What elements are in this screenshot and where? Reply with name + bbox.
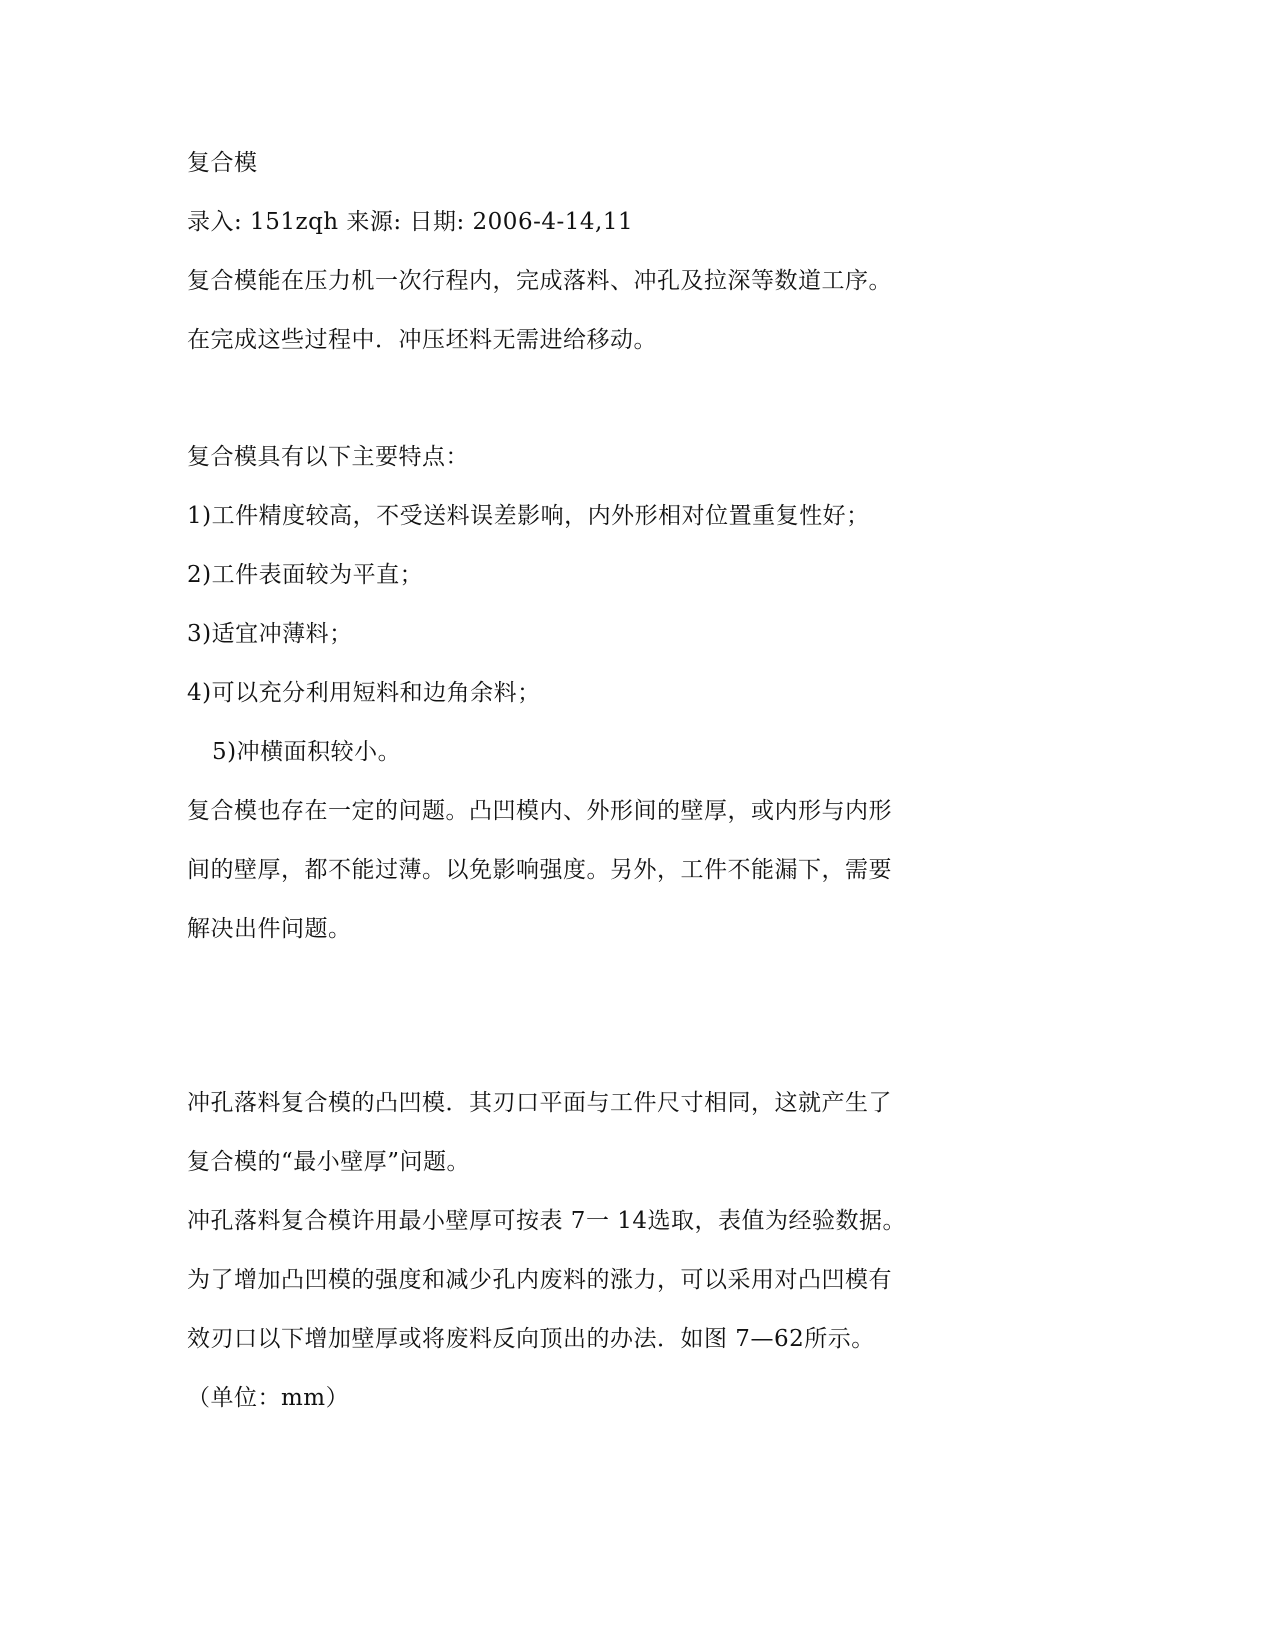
wall-thickness-line-2: 复合模的“最小壁厚”问题。 bbox=[187, 1149, 471, 1175]
feature-item-1: 1)工件精度较高，不受送料误差影响，内外形相对位置重复性好； bbox=[187, 503, 870, 529]
feature-item-5: 5)冲横面积较小。 bbox=[212, 739, 402, 765]
document-title: 复合模 bbox=[187, 150, 258, 176]
wall-thickness-line-3: 冲孔落料复合模许用最小壁厚可按表 7一 14选取，表值为经验数据。 bbox=[187, 1208, 907, 1234]
feature-item-4: 4)可以充分利用短料和边角余料； bbox=[187, 680, 541, 706]
intro-line-1: 复合模能在压力机一次行程内，完成落料、冲孔及拉深等数道工序。 bbox=[187, 268, 892, 294]
intro-line-2: 在完成这些过程中．冲压坯料无需进给移动。 bbox=[187, 327, 657, 353]
feature-item-3: 3)适宜冲薄料； bbox=[187, 621, 353, 647]
problems-line-2: 间的壁厚，都不能过薄。以免影响强度。另外，工件不能漏下，需要 bbox=[187, 857, 892, 883]
wall-thickness-line-1: 冲孔落料复合模的凸凹模．其刃口平面与工件尺寸相同，这就产生了 bbox=[187, 1090, 892, 1116]
problems-line-1: 复合模也存在一定的问题。凸凹模内、外形间的壁厚，或内形与内形 bbox=[187, 798, 892, 824]
unit-note: （单位：mm） bbox=[187, 1385, 350, 1411]
wall-thickness-line-4: 为了增加凸凹模的强度和减少孔内废料的涨力，可以采用对凸凹模有 bbox=[187, 1267, 892, 1293]
feature-item-2: 2)工件表面较为平直； bbox=[187, 562, 424, 588]
document-meta: 录入: 151zqh 来源: 日期: 2006-4-14,11 bbox=[187, 209, 634, 235]
problems-line-3: 解决出件问题。 bbox=[187, 916, 352, 942]
features-heading: 复合模具有以下主要特点： bbox=[187, 444, 469, 470]
wall-thickness-line-5: 效刃口以下增加壁厚或将废料反向顶出的办法．如图 7—62所示。 bbox=[187, 1326, 875, 1352]
